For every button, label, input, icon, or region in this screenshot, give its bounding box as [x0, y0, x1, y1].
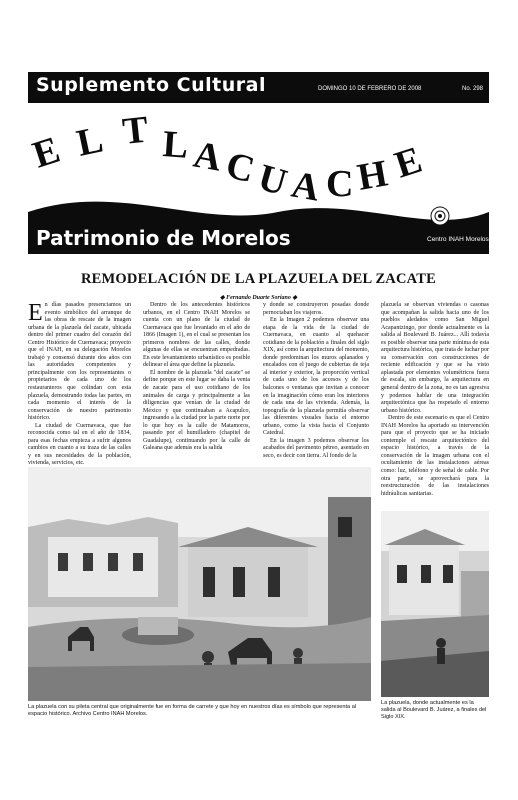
col1-paragraph-1: n días pasados presenciamos un evento simbólico del arranque de las obras de rescate de la imagen urbana de la plazuela del zacate, ubicada dentro del primer cuadro del corazón del Centro Histórico de Cuernavaca; proyecto que el INAH, en su delegación Morelos trabajó y consensó durante dos años con las autoridades competentes y principalmente con los representantes o propietarios de cada uno de los restauranteros que colindan con esta plazuela, demostrando todas las partes, en cada momento el interés de la conservación de nuestro patrimonio histórico. — [28, 302, 131, 422]
article-author: ◆ Fernando Duarte Soriano ◆ — [220, 295, 297, 301]
article-column-3 — [263, 302, 369, 460]
inah-seal-icon — [430, 206, 450, 226]
title-letter-8: A — [288, 163, 323, 210]
publisher-name: Centro INAH Morelos — [427, 236, 489, 243]
col1-paragraph-2: La ciudad de Cuernavaca, que fue reconocida como tal en el año de 1834, para esas fechas empieza a sufrir algunos cambios en cuanto a su traza de las calles y en sus necesidades de la población, vivienda, servicios, etc. — [28, 422, 131, 467]
col3-paragraph-2: En la Imagen 2 podemos observar una etapa de la vida de la ciudad de Cuernavaca, en cuanto al quehacer cotidiano de la población a finales del siglo XIX, así como la arquitectura del momento, donde predominan los muros aplanados y encalados con el juego de cubiertas de teja al interior y exterior, la proporción vertical de cada uno de los accesos y de los balcones o ventanas que invitan a conocer en la imaginación cómo eran los interiores de cada una de las vivienda. Además, la topografía de la plazuela permitía observar las diferentes visuales hacia el entorno urbano, como la vista hacia el Conjunto Catedral. — [263, 317, 369, 437]
boulevard-juarez-photo — [381, 511, 489, 697]
main-photo-caption: La plazuela con su pileta central que originalmente fue en forma de carrete y que hoy en nuestros días es símbolo que representa al espacio histórico. Archivo Centro INAH Morelos. — [28, 704, 357, 717]
title-letter-7: U — [253, 156, 292, 205]
col4-paragraph-1: plazuela se observan viviendas o casonas que acompañan la salida hacia uno de los pueblos aledaños como San Miguel Acapantzingo, por donde actualmente es la salida al Boulevard B. Juárez... Allí todavía es posible observar una parte mínima de esta arquitectura histórica, que trata de luchar por su conservación con construcciones de reciente edificación y que se ha visto aplastada por elementos volumétricos fuera de escala, sin embargo, la arquitectura en general dentro de la zona, no es tan agresiva y podemos hablar de una integración arquitectónica que ha respetado el entorno urbano histórico. — [381, 302, 489, 414]
drop-cap: E — [28, 300, 43, 326]
article-headline: REMODELACIÓN DE LA PLAZUELA DEL ZACATE — [81, 271, 436, 287]
title-letter-1: E — [28, 128, 65, 177]
side-photo-caption: La plazuela, donde actualmente es la salida al Boulevard B. Juárez, a finales del Siglo XIX. — [381, 700, 487, 720]
title-letter-10: H — [354, 152, 391, 199]
title-letter-5: A — [190, 133, 225, 180]
historic-plaza-photo — [28, 467, 371, 701]
col2-paragraph-1: Dentro de los antecedentes históricos urbanos, en el Centro INAH Morelos se cuenta con un plano de la ciudad de Cuernavaca que fue levantado en el año de 1866 (Imagen 1), en el cual se presentan los primeros nombres de las calles, donde algunas de ellas se encuentran empedradas. En este levantamiento urbanístico es posible delinear el área que define la plazuela. — [143, 302, 250, 369]
supplement-title: Suplemento Cultural — [36, 74, 266, 96]
issue-date: DOMINGO 10 DE FEBRERO DE 2008 — [318, 86, 422, 92]
col3-paragraph-1: y donde se construyeron posadas donde pernoctaban los viajeros. — [263, 302, 369, 316]
title-letter-2: L — [73, 118, 107, 165]
issue-number: No. 298 — [462, 86, 484, 92]
title-letter-9: C — [326, 163, 354, 205]
article-column-1 — [28, 302, 131, 468]
col4-paragraph-2: Dentro de este escenario es que el Centro INAH Morelos ha aportado su intervención para que el proyecto que se ha iniciado contemple el rescate arquitectónico del espacio histórico, a través de la conservación de la imagen urbana con el ocultamiento de las instalaciones aéreas como: luz, teléfono y de señal de cable. Por otra parte, se aprovechará para la reestructuración de las instalaciones hidráulicas sanitarias. — [381, 415, 489, 497]
article-column-4 — [381, 302, 489, 498]
title-letter-3: T — [120, 108, 151, 153]
col2-paragraph-2: El nombre de la plazuela "del zacate" se define porque en este lugar se daba la venta de zacate para el uso cotidiano de los animales de carga y principalmente a las diligencias que venían de la ciudad de México y que continuaban a Acapulco, ingresando a la ciudad por la parte norte por lo que hoy es la calle de Matamoros, pasando por el humilladero (chapitel de Guadalupe), continuando por la calle de Galeana que además era la salida — [143, 369, 250, 452]
article-column-2 — [143, 302, 250, 453]
title-letter-11: E — [389, 138, 427, 187]
title-letter-6: C — [221, 143, 259, 192]
title-letter-4: L — [161, 123, 190, 167]
col3-paragraph-3: En la imagen 3 podemos observar los acabados del pavimento pétreo, asentado en seco, es decir con tierra. Al fondo de la — [263, 437, 369, 459]
section-title: Patrimonio de Morelos — [36, 226, 291, 250]
